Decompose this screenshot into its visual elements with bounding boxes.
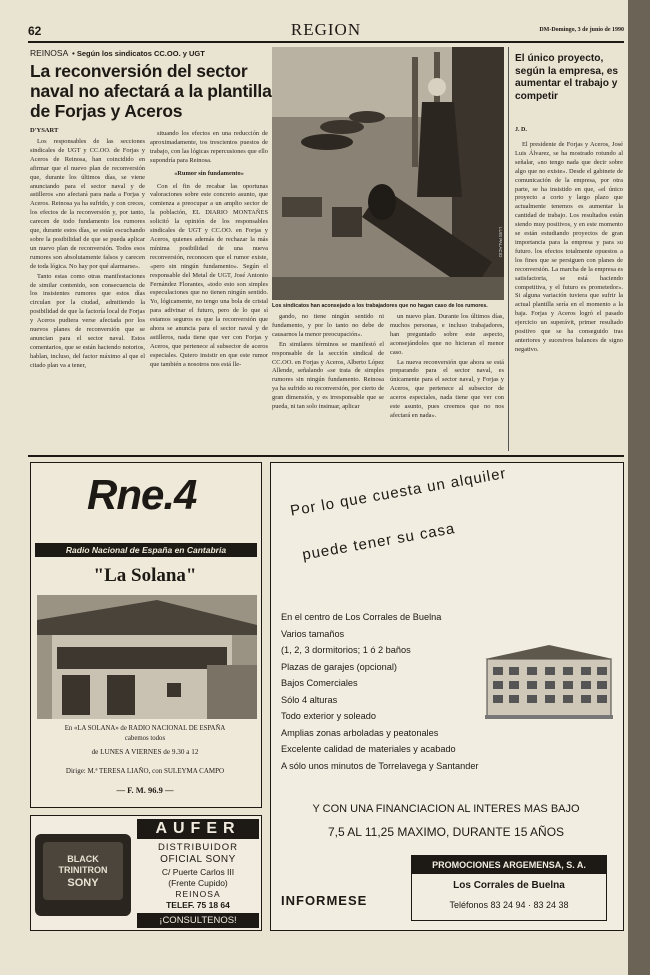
article-column-3 [272,313,384,448]
aufer-advertisement [30,815,262,931]
aufer-line-2: OFICIAL SONY [160,854,236,865]
feature-item: Bajos Comerciales [281,678,358,688]
article-column-1 [30,138,145,448]
feature-item: Excelente calidad de materiales y acabado [281,744,456,754]
housing-advertisement [270,462,624,931]
paragraph: Los responsables de las secciones sindicales de UGT y CC.OO. de Forjas y Aceros de Reinosa, han coincidido en afirmar que el nuevo plan de reconversión que, durante los últimos días, se viene anunciando para el sector naval y de astilleros «no afectará para nada a Forjas y Aceros. Reinosa ya ha sufrido, y con creces, los efectos de la reconversión y, por tanto, carecen de todo fundamento los rumores que, durante estos días, se están escuchando sobre la posibilidad de que se pueda aplicar un nuevo plan de reconversión. Todos esos rumores son absolutamente falsos y carecen de toda lógica. No hay por qué alarmarse». [30,138,145,270]
informese-label: INFORMESE [281,893,368,908]
sidebar-byline: J. D. [515,127,527,133]
promoter-town: Los Corrales de Buelna [453,880,565,891]
kicker-text: • Según los sindicatos CC.OO. y UGT [72,49,205,58]
feature-item: Plazas de garajes (opcional) [281,661,397,672]
article-column-2 [150,130,268,448]
section-divider [28,455,624,457]
aufer-line-3: C/ Puerte Carlos III [161,867,235,877]
page-number: 62 [28,24,42,38]
paragraph: gando, no tiene ningún sentido ni fundamento, y por lo tanto no debe de causarnos la menor preocupación». [272,313,384,338]
article-photo [272,47,504,300]
header-rule [28,41,624,43]
section-title: REGION [290,20,362,39]
promoter-name: PROMOCIONES ARGEMENSA, S. A. [412,856,606,874]
photo-caption: Los sindicatos han aconsejado a los trabajadores que no hagan caso de los rumores. [272,303,488,309]
tv-line-3: SONY [67,877,99,889]
subheading: «Rumor sin fundamento» [174,169,244,177]
radio-line-1: En «LA SOLANA» de RADIO NACIONAL DE ESPAÑA [64,725,226,732]
feature-item: Sólo 4 alturas [281,694,338,705]
feature-item: (1, 2, 3 dormitorios; 1 ó 2 baños [281,645,411,655]
page-header [28,22,624,40]
station-banner: Radio Nacional de España en Cantabria [35,543,257,557]
kicker-place: REINOSA [30,48,68,58]
slogan-line-1: Por lo que cuesta un alquiler [289,464,508,520]
paragraph: Tanto estas como otras manifestaciones de similar contenido, son consecuencia de los insistentes rumores que estos días circulan por la ciudad, admitiendo la posibilidad de que la factoría local de Forjas y Aceros pudiera verse afectada por los nuevos planes de reconversión que se anuncian para el sector naval. Estos comentarios, que se están haciendo notorios, hablan, incluso, del factor máximo al que el citado plan va a tener, [30,272,145,369]
aufer-line-4: (Frente Cupido) [168,878,228,888]
radio-line-3: de LUNES A VIERNES de 9.30 a 12 [91,748,199,756]
paragraph: un nuevo plan. Durante los últimos días, muchos personas, e incluso trabajadores, han preguntado sobre este aspecto, aconsejándoles que no hicieran el menor caso. [390,313,504,356]
sony-tv-image [35,834,131,916]
byline: D'YSART [30,127,59,134]
financing-line-2: 7,5 AL 11,25 MAXIMO, DURANTE 15 AÑOS [327,825,565,839]
paragraph: En similares términos se manifestó el responsable de la sección sindical de CC.OO. en Forjas y Aceros, Alberto López Allende, señalando «se trata de simples rumores sin ningún fundamento. Reinosa ya ha sufrido su reconversión, por cierto de gran dimensión, y es irresponsable que se pueda, ni tan solo insinuar, aplicar [272,340,384,411]
feature-item: Amplias zonas arboladas y peatonales [281,727,439,738]
kicker [30,48,270,58]
radio-frequency: — F. M. 96.9 — [116,785,174,795]
paragraph: situando los efectos en una reducción de aproximadamente, tos trescientos puestos de trabajo, con las lógicas repercusiones que ello supondría para Reinosa. [150,130,268,164]
feature-item: Varios tamaños [281,628,345,639]
feature-item: En el centro de Los Corrales de Buelna [281,612,442,622]
promoter-phones: Teléfonos 83 24 94 · 83 24 38 [449,900,569,910]
article-column-4 [390,313,504,448]
sidebar-box [508,47,624,451]
sidebar-headline: El único proyecto, según la empresa, es aumentar el trabajo y competir [515,53,619,102]
feature-item: A sólo unos minutos de Torrelavega y Santander [281,760,479,771]
aufer-brand: AUFER [137,819,259,839]
paragraph: Con el fin de recabar las oportunas valoraciones sobre este concreto asunto, que comienza a preocupar a un amplio sector de la población, EL DIARIO MONTAÑES solicitó la opinión de los responsables sindicales de UGT y CC.OO. en Forjas y Aceros, quienes además de rechazar la más mínima posibilidad de una nueva reconversión, reconocen que el rumor existe, «pero sin ningún fundamento». Según el responsable del Metal de UGT, José Antonio Fernández Florantes, «todo esto son simples especulaciones que no tienen ningún sentido. Yo, lógicamente, no tengo una bola de cristal para adivinar el futuro, pero de lo que sí estamos seguros es que la reconversión que ahora se anuncia para el sector naval y de astilleros, nada tiene que ver con Forjas y Aceros, que pertenece al subsector de aceros especiales. Quiero insistir en que este rumor que también a nosotros nos está lle- [150,182,268,368]
paragraph: La nueva reconversión que ahora se está preparando para el sector naval, es únicamente para el sector naval, y Forjas y Aceros, que pertenece al subsector de aceros especiales, nada tiene que ver con este asunto, pues creemos que no nos afectará en nada». [390,358,504,419]
page-edge-shadow [628,0,650,975]
radio-line-2: cabemos todos [124,735,166,742]
paragraph: El presidente de Forjas y Aceros, José Luis Álvarez, se ha mostrado rotundo al señalar, «no tengo nada que decir sobre algo que no existe». Desde el gabinete de comunicación de la empresa, por otra parte, se ha insistido en que, «el único proyecto a corto y largo plazo que actualmente tenemos es aumentar la cantidad de trabajo. Los resultados están siendo muy positivos, y en este momento se están estudiando proyectos de gran importancia para la empresa y para su futuro. los efectos totalmente opuestos a los fines que se persiguen con planes de reconversión. La marcha de la empresa es satisfactoria, se está haciendo competitiva, y el futuro es prometedor». Si alguna variación tuviera que sufrir la actual plantilla sería en el momento a la baja. Forjas y Aceros logró el pasado ejercicio un superávit, primer resultado positivo que se ha conseguido tras anteriores y sucesivos balances de signo negativo. [515,141,623,353]
promoter-box [411,855,607,921]
sidebar-body [515,141,623,447]
building-drawing [485,641,613,721]
program-title: "La Solana" [93,565,197,586]
workers-pipe-photo [272,47,504,300]
tv-line-2: TRINITRON [58,865,108,875]
village-photo [37,595,257,719]
dateline: DM-Domingo, 3 de junio de 1990 [539,27,624,33]
aufer-phone: TELEF. 75 18 64 [166,900,230,910]
rne4-logo: Rne.4 [87,471,197,518]
radio-line-4: Dirige: M.ª TERESA LIAÑO, con SULEYMA CAMPO [65,767,225,775]
financing-line-1: Y CON UNA FINANCIACION AL INTERES MAS BAJO [312,803,580,815]
photo-credit: LUIS PALACIO [498,227,503,258]
features-list [281,609,481,774]
headline: La reconversión del sector naval no afectará a la plantilla de Forjas y Aceros [30,61,272,121]
feature-item: Todo exterior y soleado [281,711,376,721]
aufer-cta: ¡CONSULTENOS! [137,913,259,928]
aufer-line-5: REINOSA [175,889,221,899]
radio-advertisement [30,462,262,808]
slogan-line-2: puede tener su casa [301,520,457,564]
tv-line-1: BLACK [67,854,99,864]
aufer-line-1: DISTRIBUIDOR [157,842,239,853]
